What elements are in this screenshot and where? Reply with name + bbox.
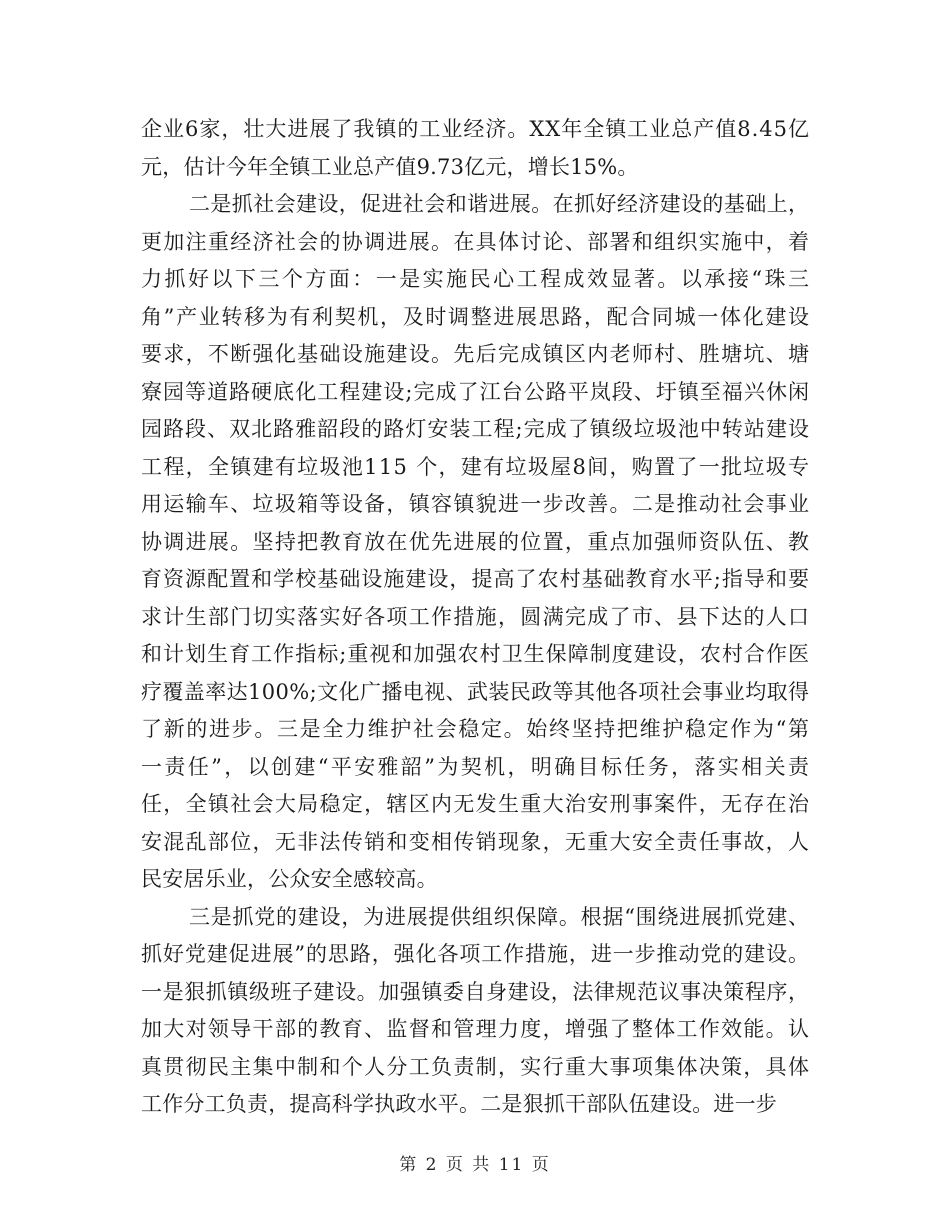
text-line: 了新的进步。三是全力维护社会稳定。始终坚持把维护稳定作为“第 bbox=[141, 717, 811, 741]
text-line: 和计划生育工作指标;重视和加强农村卫生保障制度建设，农村合作医 bbox=[141, 642, 811, 666]
text-line: 更加注重经济社会的协调进展。在具体讨论、部署和组织实施中，着 bbox=[141, 229, 811, 254]
text-line: 三是抓党的建设，为进展提供组织保障。根据“围绕进展抓党建、 bbox=[189, 904, 810, 929]
text-line: 寮园等道路硬底化工程建设;完成了江台公路平岚段、圩镇至福兴休闲 bbox=[141, 379, 811, 404]
text-line: 用运输车、垃圾箱等设备，镇容镇貌进一步改善。二是推动社会事业 bbox=[141, 492, 811, 516]
text-line: 安混乱部位，无非法传销和变相传销现象，无重大安全责任事故，人 bbox=[141, 829, 811, 854]
text-line: 协调进展。坚持把教育放在优先进展的位置，重点加强师资队伍、教 bbox=[141, 529, 811, 554]
text-line: 真贯彻民主集中制和个人分工负责制，实行重大事项集体决策，具体 bbox=[141, 1054, 811, 1079]
page-number-footer: 第 2 页 共 11 页 bbox=[399, 1155, 551, 1175]
text-line: 角”产业转移为有利契机，及时调整进展思路，配合同城一体化建设 bbox=[141, 304, 811, 329]
text-line: 求计生部门切实落实好各项工作措施，圆满完成了市、县下达的人口 bbox=[141, 604, 811, 629]
text-line: 园路段、双北路雅韶段的路灯安装工程;完成了镇级垃圾池中转站建设 bbox=[141, 417, 811, 441]
text-line: 育资源配置和学校基础设施建设，提高了农村基础教育水平;指导和要 bbox=[141, 567, 811, 591]
text-line: 元，估计今年全镇工业总产值9.73亿元，增长15%。 bbox=[141, 154, 639, 179]
text-line: 任，全镇社会大局稳定，辖区内无发生重大治安刑事案件，无存在治 bbox=[141, 792, 811, 816]
text-line: 一是狠抓镇级班子建设。加强镇委自身建设，法律规范议事决策程序， bbox=[141, 979, 810, 1004]
paragraph-3 bbox=[141, 899, 809, 1124]
text-line: 民安居乐业，公众安全感较高。 bbox=[141, 867, 438, 891]
paragraph-1 bbox=[141, 111, 809, 186]
text-line: 工作分工负责，提高科学执政水平。二是狠抓干部队伍建设。进一步 bbox=[141, 1092, 777, 1116]
text-line: 抓好党建促进展”的思路，强化各项工作措施，进一步推动党的建设。 bbox=[141, 942, 810, 966]
text-line: 加大对领导干部的教育、监督和管理力度，增强了整体工作效能。认 bbox=[141, 1017, 811, 1041]
paragraph-2 bbox=[141, 186, 812, 899]
text-line: 力抓好以下三个方面：一是实施民心工程成效显著。以承接“珠三 bbox=[141, 267, 812, 291]
text-line: 工程，全镇建有垃圾池115 个，建有垃圾屋8间，购置了一批垃圾专 bbox=[141, 454, 811, 479]
text-line: 二是抓社会建设，促进社会和谐进展。在抓好经济建设的基础上， bbox=[189, 192, 810, 216]
text-line: 企业6家，壮大进展了我镇的工业经济。XX年全镇工业总产值8.45亿 bbox=[141, 117, 810, 141]
text-line: 一责任”，以创建“平安雅韶”为契机，明确目标任务，落实相关责 bbox=[141, 754, 812, 779]
text-line: 疗覆盖率达100%;文化广播电视、武装民政等其他各项社会事业均取得 bbox=[141, 679, 810, 704]
document-body bbox=[141, 111, 812, 1124]
text-line: 要求，不断强化基础设施建设。先后完成镇区内老师村、胜塘坑、塘 bbox=[141, 342, 811, 366]
